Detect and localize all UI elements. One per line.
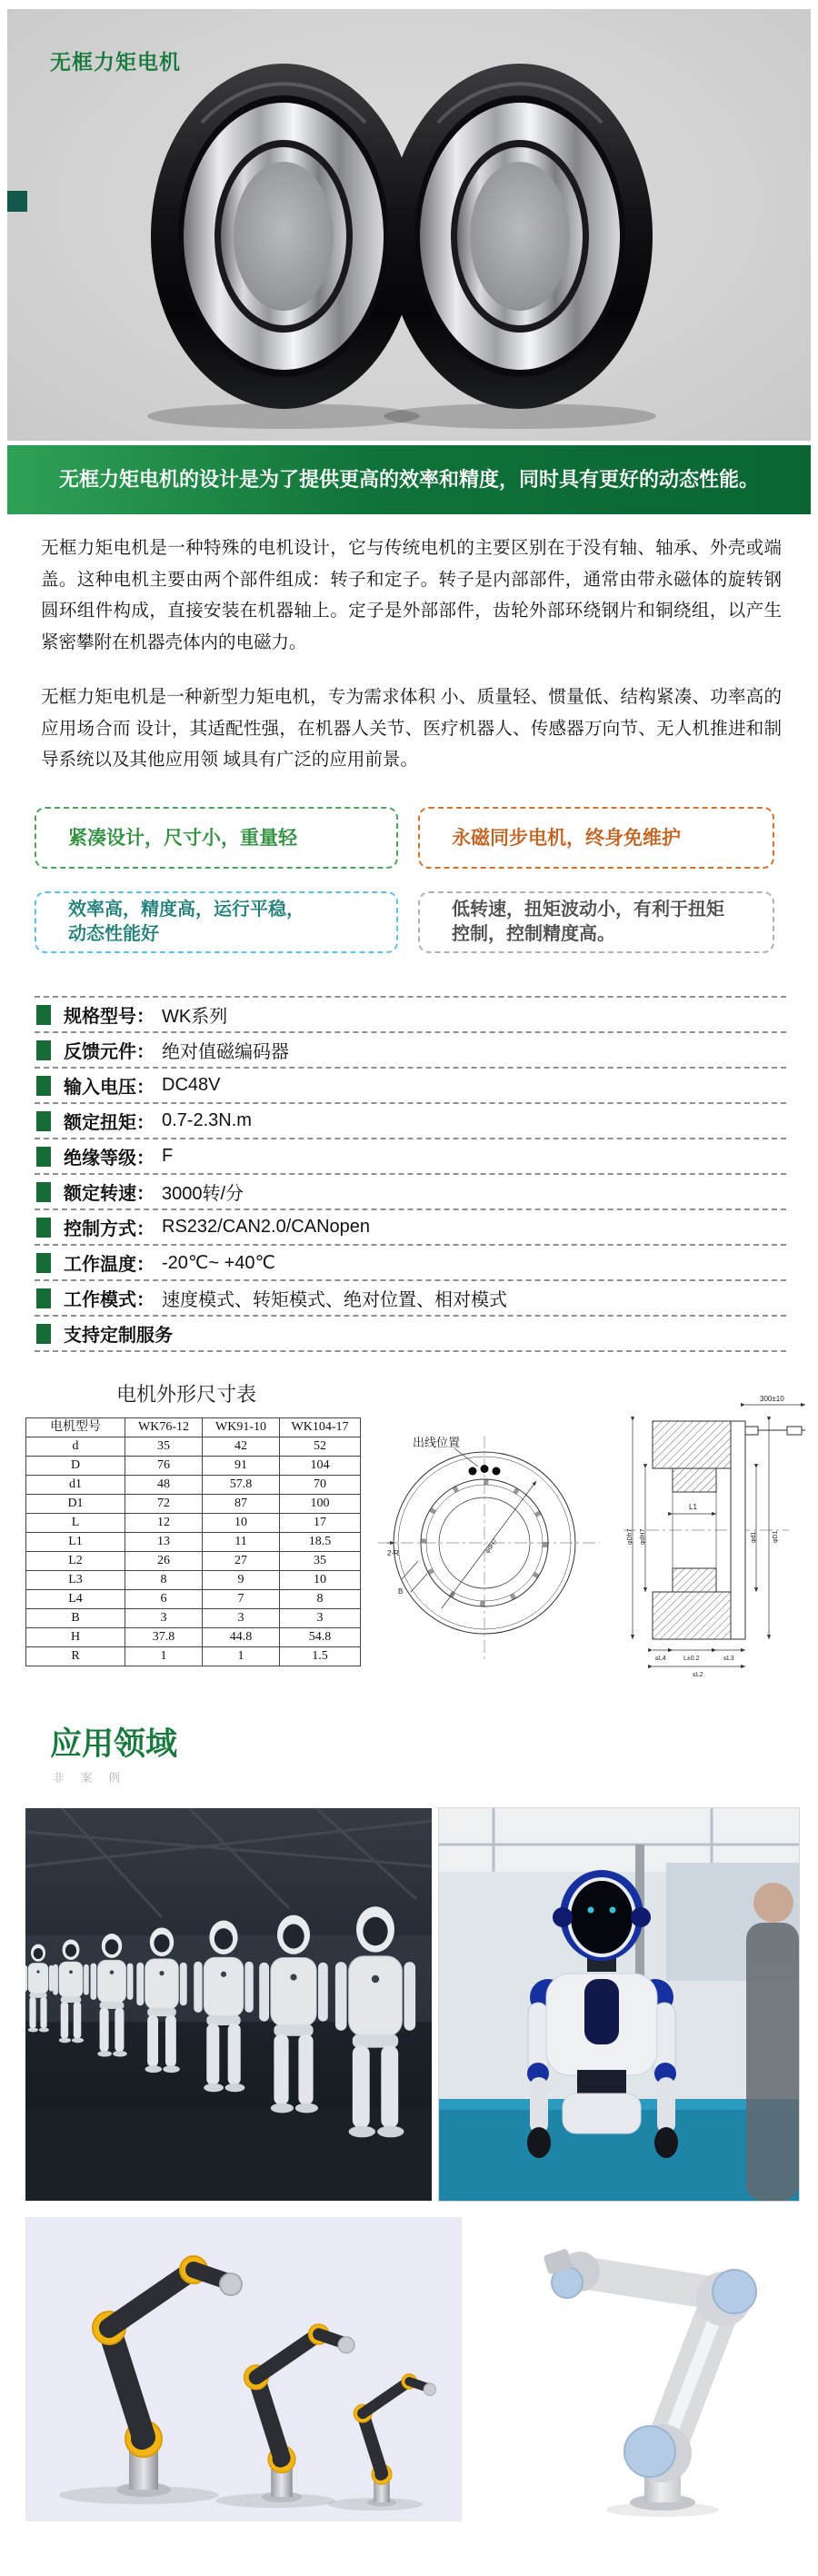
feature-box-efficiency (35, 891, 398, 953)
dim-cell: 17 (280, 1514, 361, 1533)
spec-label: 工作温度： (64, 1255, 155, 1275)
dim-cell: L1 (26, 1533, 125, 1552)
dim-cell: 76 (125, 1457, 203, 1476)
dim-cell: 18.5 (280, 1533, 361, 1552)
dim-cell: d1 (26, 1476, 125, 1495)
dim-cell: 87 (203, 1495, 280, 1514)
dim-cell: 7 (203, 1590, 280, 1609)
dim-cell: 52 (280, 1437, 361, 1457)
dim-cell: 72 (125, 1495, 203, 1514)
green-square-bullet-icon (36, 1111, 51, 1131)
description-block (41, 532, 782, 776)
motor-left (147, 64, 420, 429)
green-square-bullet-icon (36, 1288, 51, 1308)
dim-cell: 3 (203, 1609, 280, 1628)
dim-cell: 54.8 (280, 1628, 361, 1647)
spec-value: WK系列 (162, 1007, 228, 1027)
table-row (26, 1571, 361, 1590)
outer-diameter-dim: φDh7 (627, 1528, 633, 1545)
dim-cell: 100 (280, 1495, 361, 1514)
applications-title: 应用领域 (50, 1726, 178, 1762)
dim-cell: 1 (125, 1647, 203, 1666)
frameless-torque-motor-image (91, 45, 727, 436)
dim-cell: 91 (203, 1457, 280, 1476)
motor-right (384, 64, 656, 429)
dim-cell: 1.5 (280, 1647, 361, 1666)
dim-cell: 27 (203, 1552, 280, 1571)
table-row (26, 1533, 361, 1552)
dim-cell: 11 (203, 1533, 280, 1552)
application-photo-humanoid-robots-line (25, 1808, 432, 2201)
table-row (26, 1495, 361, 1514)
dim-cell: 35 (125, 1437, 203, 1457)
expo-robot-illustration (439, 1808, 799, 2201)
col-header: WK91-10 (203, 1418, 280, 1437)
dim-cell: 8 (280, 1590, 361, 1609)
application-photo-silver-robot-arm (476, 2217, 794, 2521)
table-row (26, 1437, 361, 1457)
dim-cell: 104 (280, 1457, 361, 1476)
spec-row (35, 1279, 786, 1315)
humanoid-robots-illustration (25, 1808, 432, 2201)
spec-value: RS232/CAN2.0/CANopen (162, 1217, 371, 1237)
l3-dim: ≤L3 (723, 1656, 734, 1662)
l2-dim: ≤L2 (693, 1672, 703, 1678)
highlight-banner: 无框力矩电机的设计是为了提供更高的效率和精度，同时具有更好的动态性能。 (7, 445, 811, 514)
table-row (26, 1457, 361, 1476)
page-title: 无框力矩电机 (50, 50, 181, 74)
feature-text: 控制，控制精度高。 (452, 924, 615, 944)
dimension-drawing (371, 1370, 807, 1684)
spec-value: -20℃~ +40℃ (162, 1253, 275, 1273)
spec-label: 额定转速： (64, 1184, 155, 1204)
table-row (26, 1647, 361, 1666)
green-square-bullet-icon (36, 1005, 51, 1025)
dim-cell: 57.8 (203, 1476, 280, 1495)
green-square-bullet-icon (36, 1218, 51, 1238)
dim-cell: 13 (125, 1533, 203, 1552)
dim-cell: 37.8 (125, 1628, 203, 1647)
spec-label: 反馈元件： (64, 1042, 155, 1062)
spec-row (35, 1138, 786, 1173)
feature-box-low-speed (418, 891, 774, 953)
dim-cell: 8 (125, 1571, 203, 1590)
applications-section (0, 1717, 818, 2576)
feature-box-compact (35, 807, 398, 869)
dim-cell: 44.8 (203, 1628, 280, 1647)
dim-cell: 9 (203, 1571, 280, 1590)
feature-box-maintenance-free (418, 807, 774, 869)
application-photo-cobot-arms (25, 2217, 462, 2521)
outlet-position-label: 出线位置 (413, 1436, 461, 1449)
bore-diameter-dim: φdH7 (640, 1528, 646, 1545)
dim-cell: 3 (125, 1609, 203, 1628)
feature-text: 紧凑设计，尺寸小，重量轻 (68, 827, 297, 849)
applications-subtitle: 非 案 例 (53, 1771, 127, 1785)
spec-row (35, 1208, 786, 1244)
diagonal-dim-label: φdH7 (484, 1537, 499, 1555)
feature-text: 永磁同步电机，终身免维护 (452, 827, 681, 849)
cobot-arms-illustration (25, 2217, 462, 2521)
front-view-drawing (378, 1436, 600, 1661)
spec-label: 额定扭矩： (64, 1113, 155, 1133)
dim-cell: 26 (125, 1552, 203, 1571)
spec-label: 控制方式： (64, 1219, 155, 1239)
dim-cell: R (26, 1647, 125, 1666)
dim-cell: D (26, 1457, 125, 1476)
silver-arm-illustration (476, 2217, 794, 2521)
l-dim: L±0.2 (683, 1656, 700, 1662)
description-paragraph-1: 无框力矩电机是一种特殊的电机设计，它与传统电机的主要区别在于没有轴、轴承、外壳或端盖。这种电机主要由两个部件组成：转子和定子。转子是内部部件，通常由带永磁体的旋转钢圆环组件构成，直接安装在机器轴上。定子是外部部件，齿轮外部环绕钢片和铜绕组，以产生紧密攀附在机器壳体内的电磁力。 (41, 538, 782, 652)
table-header-row (26, 1418, 361, 1437)
spec-row (35, 1031, 786, 1067)
dim-cell: B (26, 1609, 125, 1628)
dim-cell: 10 (203, 1514, 280, 1533)
dim-cell: 70 (280, 1476, 361, 1495)
l4-dim: ≤L4 (655, 1656, 666, 1662)
spec-value: 3000转/分 (162, 1184, 244, 1204)
feature-row (35, 807, 774, 869)
table-row (26, 1514, 361, 1533)
spec-row (35, 1102, 786, 1138)
spec-row (35, 1173, 786, 1208)
table-row (26, 1609, 361, 1628)
dim-cell: H (26, 1628, 125, 1647)
table-row (26, 1590, 361, 1609)
spec-label: 规格型号： (64, 1007, 155, 1027)
dim-cell: 6 (125, 1590, 203, 1609)
b-dim-label: B (398, 1587, 404, 1596)
spec-value: DC48V (162, 1075, 221, 1095)
dim-cell: d (26, 1437, 125, 1457)
dimension-table-title: 电机外形尺寸表 (115, 1383, 256, 1406)
green-square-bullet-icon (36, 1253, 51, 1273)
dim-cell: D1 (26, 1495, 125, 1514)
cable-length-dim: 300±10 (760, 1395, 784, 1403)
d1-dim: φd1 (751, 1531, 757, 1543)
table-row (26, 1476, 361, 1495)
spec-list (35, 996, 786, 1352)
dim-cell: L2 (26, 1552, 125, 1571)
dim-cell: L (26, 1514, 125, 1533)
green-square-bullet-icon (36, 1076, 51, 1096)
dim-cell: 12 (125, 1514, 203, 1533)
col-header: WK76-12 (125, 1418, 203, 1437)
dim-cell: 48 (125, 1476, 203, 1495)
green-square-bullet-icon (36, 1040, 51, 1060)
side-section-drawing (623, 1395, 805, 1678)
spec-label: 绝缘等级： (64, 1149, 155, 1169)
spec-row (35, 1244, 786, 1279)
green-square-bullet-icon (36, 1147, 51, 1167)
spec-value: 绝对值磁编码器 (162, 1042, 289, 1062)
dim-cell: 1 (203, 1647, 280, 1666)
table-row (26, 1628, 361, 1647)
col-header: WK104-17 (280, 1418, 361, 1437)
hero-section (7, 9, 811, 441)
big-d1-dim: φD1 (773, 1530, 779, 1543)
corner-radius-label: 2-R (387, 1549, 399, 1557)
feature-row (35, 891, 774, 953)
green-square-bullet-icon (36, 1182, 51, 1202)
dim-cell: 42 (203, 1437, 280, 1457)
table-row (26, 1552, 361, 1571)
feature-text: 低转速，扭矩波动小，有利于扭矩 (452, 900, 724, 920)
description-paragraph-2: 无框力矩电机是一种新型力矩电机，专为需求体积 小、质量轻、惯量低、结构紧凑、功率高的应用场合而 设计，其适配性强，在机器人关节、医疗机器人、传感器万向节、无人机推进和制导系统以及其他应用领 域具有广泛的应用前景。 (41, 687, 782, 770)
hero-accent-square (7, 191, 27, 212)
feature-boxes (35, 807, 774, 953)
spec-row (35, 1067, 786, 1102)
feature-text: 效率高，精度高，运行平稳， (68, 900, 304, 920)
dimension-table (25, 1417, 361, 1666)
dim-cell: L4 (26, 1590, 125, 1609)
dim-cell: L3 (26, 1571, 125, 1590)
spec-label: 输入电压： (64, 1078, 155, 1098)
spec-label: 支持定制服务 (64, 1326, 173, 1346)
dim-cell: 10 (280, 1571, 361, 1590)
spec-value: 速度模式、转矩模式、绝对位置、相对模式 (162, 1290, 507, 1310)
dimension-section (0, 1336, 818, 1717)
spec-value: F (162, 1146, 174, 1166)
l1-dim: L1 (689, 1503, 697, 1511)
dim-cell: 35 (280, 1552, 361, 1571)
spec-label: 工作模式： (64, 1290, 155, 1310)
dim-cell: 3 (280, 1609, 361, 1628)
feature-text: 动态性能好 (68, 924, 159, 944)
spec-value: 0.7-2.3N.m (162, 1110, 252, 1130)
application-photo-expo-robot (439, 1808, 799, 2201)
spec-row (35, 996, 786, 1031)
col-header: 电机型号 (26, 1418, 125, 1437)
